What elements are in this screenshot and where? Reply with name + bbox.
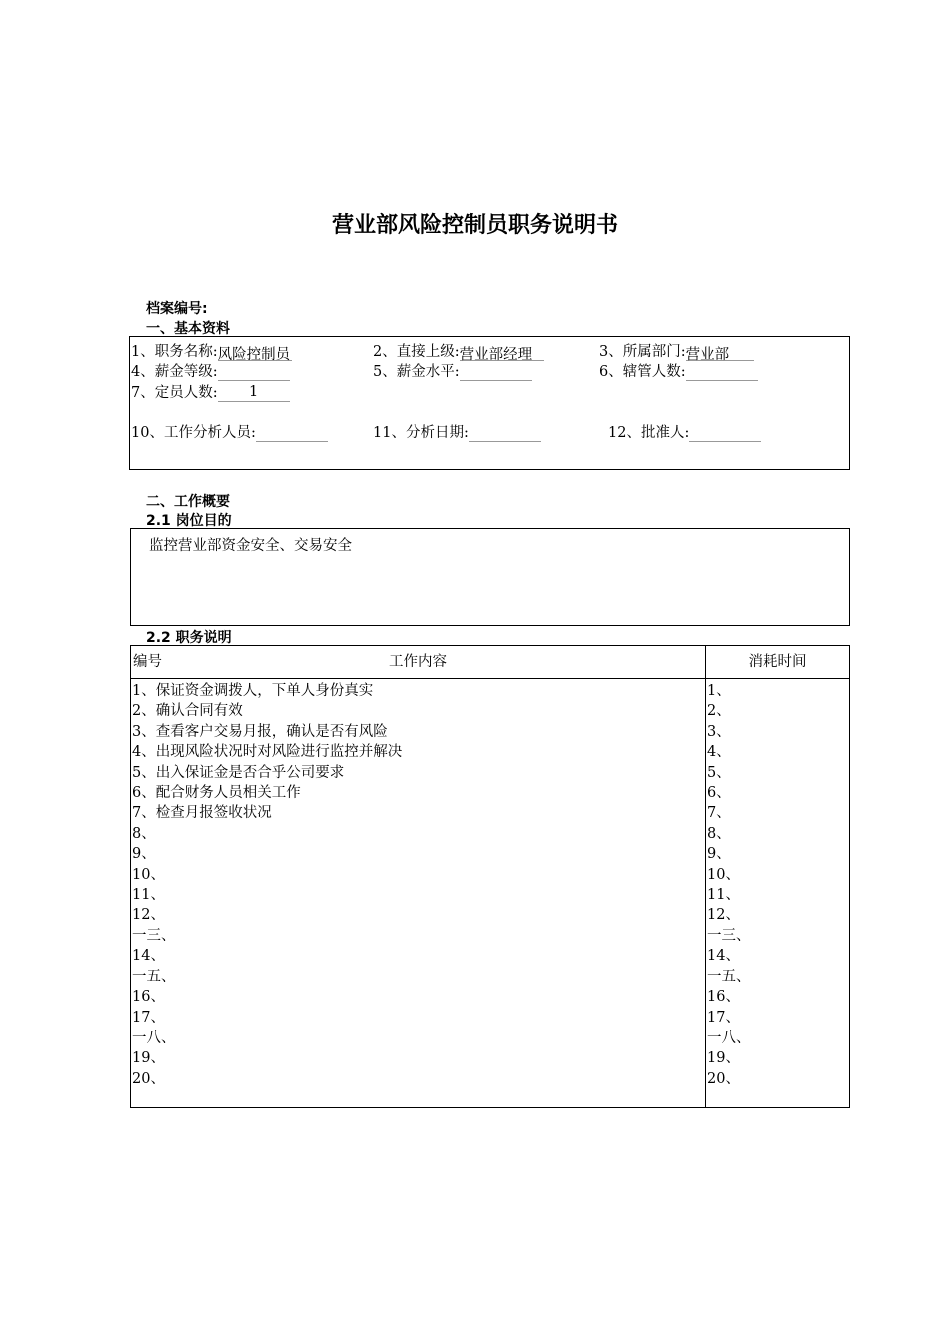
field-approver-value [689, 424, 761, 442]
field-analyst-label: 10、工作分析人员: [131, 425, 256, 441]
time-item: 19、 [707, 1050, 740, 1067]
time-item: 一三、 [707, 927, 751, 944]
field-supervisor-value: 营业部经理 [460, 343, 544, 361]
field-job-title-label: 1、职务名称: [131, 344, 218, 360]
field-subordinates-label: 6、辖管人数: [599, 364, 686, 380]
field-salary-grade-label: 4、薪金等级: [131, 364, 218, 380]
field-subordinates-value [686, 363, 758, 381]
column-header-content: 工作内容 [389, 654, 447, 670]
time-list [707, 681, 751, 1089]
duty-item: 20、 [132, 1070, 165, 1087]
duty-item: 14、 [132, 948, 165, 965]
time-item: 17、 [707, 1009, 740, 1026]
field-job-title-value: 风险控制员 [218, 343, 292, 361]
field-headcount-value: 1 [218, 384, 290, 402]
duty-item: 2、确认合同有效 [132, 703, 243, 720]
field-headcount [131, 381, 290, 402]
duties-heading: 2.2 职务说明 [146, 630, 232, 646]
column-divider [705, 646, 706, 1107]
time-item: 11、 [707, 887, 740, 904]
field-approver-label: 12、批准人: [608, 425, 690, 441]
field-job-title [131, 340, 292, 361]
time-item: 5、 [707, 764, 731, 781]
duty-item: 16、 [132, 989, 165, 1006]
time-item: 1、 [707, 683, 731, 699]
purpose-box [130, 528, 850, 626]
duty-item: 6、配合财务人员相关工作 [132, 785, 301, 802]
duty-item: 17、 [132, 1009, 165, 1026]
field-supervisor-label: 2、直接上级: [373, 344, 460, 360]
duty-item: 11、 [132, 887, 165, 904]
time-item: 14、 [707, 948, 740, 965]
field-analyst [131, 421, 328, 442]
field-salary-level-value [460, 363, 532, 381]
duty-item: 3、查看客户交易月报，确认是否有风险 [132, 723, 388, 740]
duty-item: 12、 [132, 907, 165, 924]
field-department-label: 3、所属部门: [599, 344, 686, 360]
time-item: 一五、 [707, 968, 751, 985]
duty-item: 一八、 [132, 1029, 176, 1046]
field-salary-grade-value [218, 363, 290, 381]
time-item: 9、 [707, 846, 731, 863]
duty-item: 一五、 [132, 968, 176, 985]
file-number-label: 档案编号: [146, 301, 208, 317]
duty-item: 1、保证资金调拨人，下单人身份真实 [132, 683, 374, 699]
duty-item: 19、 [132, 1050, 165, 1067]
field-approver [608, 421, 761, 442]
time-item: 3、 [707, 723, 731, 740]
time-item: 16、 [707, 989, 740, 1006]
field-analysis-date-label: 11、分析日期: [373, 425, 469, 441]
purpose-heading: 2.1 岗位目的 [146, 513, 232, 529]
section1-heading: 一、基本资料 [146, 321, 230, 337]
duty-item: 5、出入保证金是否合乎公司要求 [132, 764, 345, 781]
duties-table [130, 645, 850, 1108]
field-analyst-value [256, 424, 328, 442]
document-title: 营业部风险控制员职务说明书 [331, 213, 618, 238]
duty-item: 10、 [132, 866, 165, 883]
purpose-text: 监控营业部资金安全、交易安全 [149, 538, 352, 554]
field-analysis-date [373, 421, 541, 442]
field-salary-level-label: 5、薪金水平: [373, 364, 460, 380]
duty-item: 4、出现风险状况时对风险进行监控并解决 [132, 744, 403, 761]
duty-list [132, 681, 402, 1089]
section2-heading: 二、工作概要 [146, 494, 230, 510]
field-department [599, 340, 754, 361]
header-divider [131, 678, 849, 679]
field-supervisor [373, 340, 544, 361]
field-salary-grade [131, 360, 290, 381]
time-item: 8、 [707, 825, 731, 842]
field-subordinates [599, 360, 758, 381]
duty-item: 9、 [132, 846, 156, 863]
field-salary-level [373, 360, 532, 381]
time-item: 6、 [707, 785, 731, 802]
column-header-time: 消耗时间 [748, 654, 807, 670]
field-department-value: 营业部 [686, 343, 754, 361]
time-item: 12、 [707, 907, 740, 924]
duty-item: 8、 [132, 825, 156, 842]
time-item: 2、 [707, 703, 731, 720]
time-item: 一八、 [707, 1029, 751, 1046]
time-item: 20、 [707, 1070, 740, 1087]
time-item: 4、 [707, 744, 731, 761]
column-header-no: 编号 [133, 654, 162, 670]
duty-item: 7、检查月报签收状况 [132, 805, 272, 822]
time-item: 7、 [707, 805, 731, 822]
field-headcount-label: 7、定员人数: [131, 385, 218, 401]
time-item: 10、 [707, 866, 740, 883]
duty-item: 一三、 [132, 927, 176, 944]
field-analysis-date-value [469, 424, 541, 442]
